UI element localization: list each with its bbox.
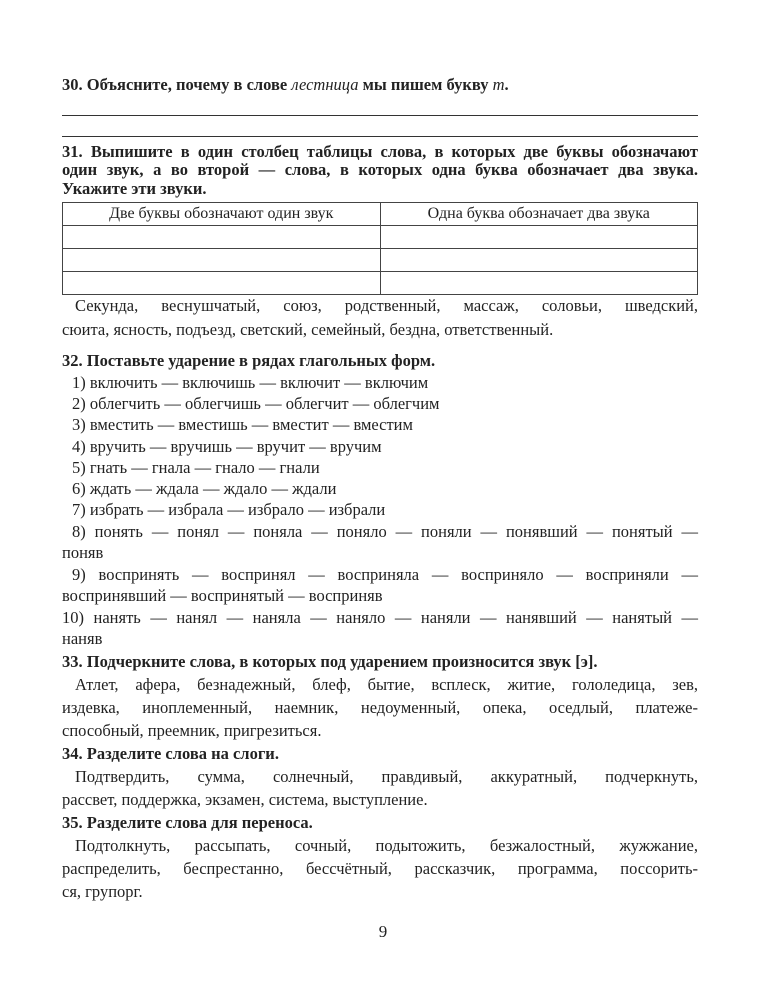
word-list-line: распределить, беспрестанно, бессчётный, рассказчик, программа, поссорить-: [62, 859, 698, 878]
text: мы пишем букву: [358, 75, 493, 94]
table-header: Две буквы обозначают один звук: [63, 203, 381, 226]
table-cell[interactable]: [63, 272, 381, 295]
word-list-line: Атлет, афера, безнадежный, блеф, бытие, всплеск, житие, гололедица, зев,: [75, 675, 698, 694]
answer-table: [62, 202, 698, 295]
verb-row: 2) облегчить — облегчишь — облегчит — облегчим: [72, 394, 440, 413]
task-35-heading: 35. Разделите слова для переноса.: [62, 813, 313, 832]
word-list-line: рассвет, поддержка, экзамен, система, выступление.: [62, 790, 428, 809]
word-list-line: издевка, иноплеменный, наемник, недоуменный, опека, оседлый, платеже-: [62, 698, 698, 717]
table-cell[interactable]: [380, 249, 698, 272]
verb-row: 4) вручить — вручишь — вручит — вручим: [72, 437, 382, 456]
verb-row: 7) избрать — избрала — избрало — избрали: [72, 500, 386, 519]
text: 30. Объясните, почему в слове: [62, 75, 292, 94]
verb-row: 10) нанять — нанял — наняла — наняло — наняли — нанявший — нанятый —: [62, 608, 698, 627]
table-cell[interactable]: [63, 226, 381, 249]
verb-row-cont: поняв: [62, 543, 104, 562]
task-33-heading: 33. Подчеркните слова, в которых под ударением произносится звук [э].: [62, 652, 598, 671]
task-31-line: один звук, а во второй — слова, в которых одна буква обозначает два звука.: [62, 160, 698, 179]
verb-row: 6) ждать — ждала — ждало — ждали: [72, 479, 337, 498]
table-cell[interactable]: [63, 249, 381, 272]
word-list-line: Секунда, веснушчатый, союз, родственный, массаж, соловьи, шведский,: [75, 296, 698, 315]
task-30-heading: [62, 74, 698, 96]
table-header: Одна буква обозначает два звука: [380, 203, 698, 226]
italic-letter: т: [492, 75, 505, 94]
word-list-line: сюита, ясность, подъезд, светский, семейный, бездна, ответственный.: [62, 320, 554, 339]
verb-row: 3) вместить — вместишь — вместит — вместим: [72, 415, 413, 434]
page-number: 9: [378, 922, 388, 941]
verb-row: 5) гнать — гнала — гнало — гнали: [72, 458, 320, 477]
verb-row: 1) включить — включишь — включит — включим: [72, 373, 429, 392]
table-cell[interactable]: [380, 226, 698, 249]
task-32-heading: 32. Поставьте ударение в рядах глагольных форм.: [62, 351, 436, 370]
verb-row-cont: воспринявший — воспринятый — восприняв: [62, 586, 383, 605]
italic-word: лестница: [291, 75, 359, 94]
text: .: [504, 75, 509, 94]
task-34-heading: 34. Разделите слова на слоги.: [62, 744, 279, 763]
word-list-line: способный, преемник, пригрезиться.: [62, 721, 322, 740]
answer-line[interactable]: [62, 115, 698, 116]
word-list-line: Подтвердить, сумма, солнечный, правдивый, аккуратный, подчеркнуть,: [75, 767, 698, 786]
verb-row-cont: наняв: [62, 629, 103, 648]
verb-row: 8) понять — понял — поняла — поняло — поняли — понявший — понятый —: [72, 522, 698, 541]
word-list-line: Подтолкнуть, рассыпать, сочный, подытожить, безжалостный, жужжание,: [75, 836, 698, 855]
table-cell[interactable]: [380, 272, 698, 295]
word-list-line: ся, групорг.: [62, 882, 143, 901]
verb-row: 9) воспринять — воспринял — восприняла — восприняло — восприняли —: [72, 565, 698, 584]
task-31-line: Укажите эти звуки.: [62, 179, 207, 198]
answer-line[interactable]: [62, 136, 698, 137]
task-31-line: 31. Выпишите в один столбец таблицы слова, в которых две буквы обозначают: [62, 142, 698, 161]
